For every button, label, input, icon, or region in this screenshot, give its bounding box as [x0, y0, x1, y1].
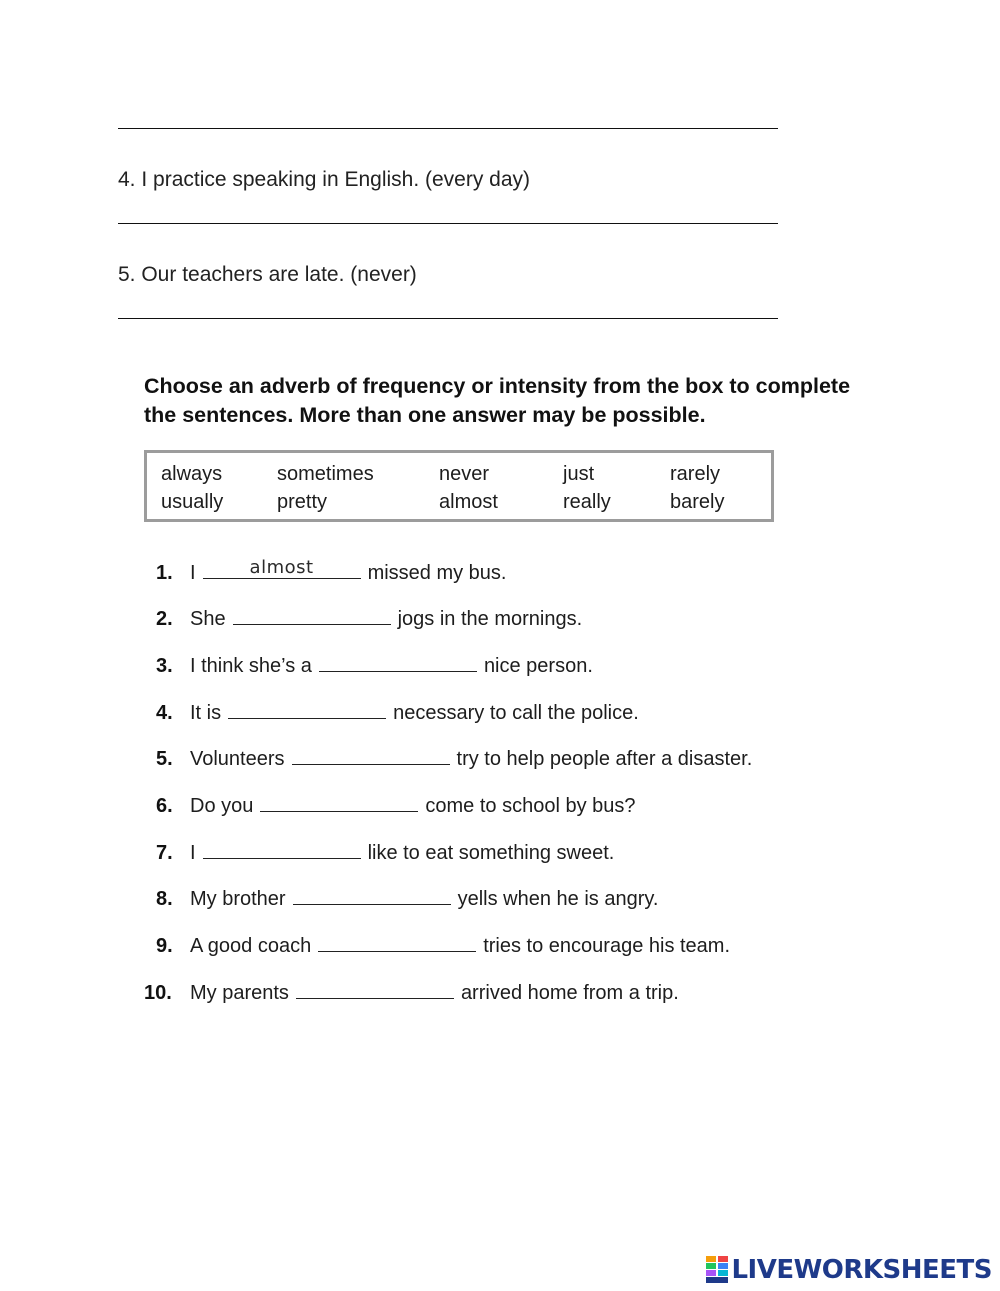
- item-2: [156, 604, 582, 634]
- liveworksheets-logo-icon: [706, 1256, 728, 1284]
- instructions: [144, 372, 944, 430]
- answer-blank[interactable]: [318, 931, 476, 952]
- answer-blank[interactable]: [228, 698, 386, 719]
- answer-blank[interactable]: [296, 978, 454, 999]
- item-number: 8.: [156, 888, 173, 910]
- word-rarely: rarely: [670, 463, 721, 485]
- item-text-before: It is: [190, 702, 222, 724]
- word-almost: almost: [439, 491, 498, 513]
- item-text-before: I: [190, 562, 196, 584]
- word-usually: usually: [161, 491, 224, 513]
- item-text-before: I: [190, 842, 196, 864]
- answer-blank[interactable]: [293, 884, 451, 905]
- item-text-after: arrived home from a trip.: [460, 982, 679, 1004]
- item-7: [156, 838, 614, 868]
- item-text-before: A good coach: [190, 935, 312, 957]
- instructions-line-1: Choose an adverb of frequency or intensity from the box to complete: [144, 374, 851, 398]
- item-text-before: Do you: [190, 795, 254, 817]
- item-text-after: necessary to call the police.: [393, 702, 639, 724]
- word-just: just: [563, 463, 595, 485]
- answer-blank[interactable]: [203, 558, 361, 579]
- answer-line-3[interactable]: [118, 128, 778, 129]
- item-text-before: My parents: [190, 982, 289, 1004]
- liveworksheets-logo-text: LIVEWORKSHEETS: [731, 1255, 992, 1285]
- item-number: 4.: [156, 702, 173, 724]
- item-text-after: tries to encourage his team.: [483, 935, 731, 957]
- item-number: 1.: [156, 562, 173, 584]
- item-text-after: like to eat something sweet.: [367, 842, 615, 864]
- item-number: 10.: [144, 982, 172, 1004]
- item-text-before: I think she’s a: [190, 655, 312, 677]
- prompt-4: 4. I practice speaking in English. (every day): [118, 168, 531, 191]
- answer-blank[interactable]: [203, 838, 361, 859]
- word-sometimes: sometimes: [277, 463, 374, 485]
- word-always: always: [161, 463, 223, 485]
- item-text-after: yells when he is angry.: [457, 888, 659, 910]
- item-number: 9.: [156, 935, 173, 957]
- item-number: 5.: [156, 748, 173, 770]
- word-box: [144, 450, 774, 522]
- liveworksheets-logo: [706, 1252, 992, 1288]
- word-barely: barely: [670, 491, 725, 513]
- item-number: 6.: [156, 795, 173, 817]
- answer-blank[interactable]: [292, 744, 450, 765]
- item-text-before: My brother: [190, 888, 286, 910]
- item-text-after: missed my bus.: [367, 562, 507, 584]
- item-8: [156, 884, 658, 914]
- word-never: never: [439, 463, 490, 485]
- answer-line-4[interactable]: [118, 223, 778, 224]
- item-number: 3.: [156, 655, 173, 677]
- answer-blank[interactable]: [260, 791, 418, 812]
- item-number: 2.: [156, 608, 173, 630]
- item-1: [156, 558, 507, 588]
- answer-text[interactable]: almost: [249, 557, 314, 578]
- item-text-after: nice person.: [483, 655, 593, 677]
- instructions-line-2: the sentences. More than one answer may be possible.: [144, 403, 706, 427]
- item-text-after: try to help people after a disaster.: [456, 748, 753, 770]
- word-really: really: [563, 491, 611, 513]
- item-3: [156, 651, 593, 681]
- answer-blank[interactable]: [319, 651, 477, 672]
- item-4: [156, 698, 639, 728]
- answer-blank[interactable]: [233, 604, 391, 625]
- item-10: [144, 978, 679, 1008]
- word-pretty: pretty: [277, 491, 328, 513]
- item-text-before: Volunteers: [190, 748, 285, 770]
- prompt-5: 5. Our teachers are late. (never): [118, 263, 417, 286]
- item-text-after: jogs in the mornings.: [397, 608, 583, 630]
- item-text-after: come to school by bus?: [425, 795, 636, 817]
- item-6: [156, 791, 636, 821]
- answer-line-5[interactable]: [118, 318, 778, 319]
- item-text-before: She: [190, 608, 226, 630]
- item-5: [156, 744, 752, 774]
- item-9: [156, 931, 730, 961]
- item-number: 7.: [156, 842, 173, 864]
